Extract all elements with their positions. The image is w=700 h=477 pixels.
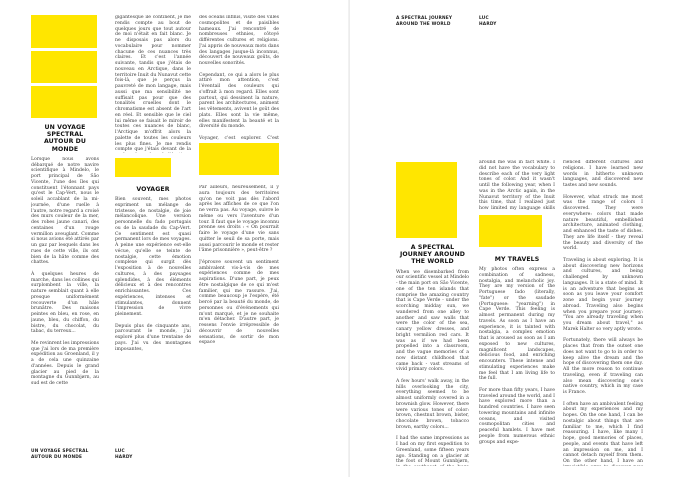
paragraph: I had the same impressions as I had on my first expedition to Greenland, some fifteen years ago. Standing on a glacier at the foot of Mount Gunnbjørn, bbox=[396, 436, 469, 465]
paragraph: Me revinrent les impressions que j'ai lors de ma première expédition au Groenland, il y a de cela une quinzaine d'années. Depuis le grand glacier au pied de la montagne du Gunnbjørn, au sud est de cette bbox=[31, 340, 99, 387]
paragraph: gigantesque île continent, je me rendis compte au bout de quelques jours que tout autour de moi n'était en fait blanc. Je ne disposais pas alors du vocabulaire pour nommer chacune de ces nuances très claires. Et c'est l'année suivante, tandis que j'étais de nouveau en Arctique, dans le territoire Inuit du Nunavut cette fois-là, que je perçus la pauvreté de mon langage, mais aussi que ma sensibilité ne suffisait pas pour que des tonalités cruelles dont le chromatisme est absent de l'art en réel. Et sensible que le ciel lui même se faisait le miroir de toutes ces nuances de blanc, l'Arctique m'offrit alors la palette de toutes les couleurs les plus fines. Je me rendis compte que j'étais devant de la bbox=[115, 15, 191, 153]
yellow-block-3 bbox=[31, 86, 97, 118]
paragraph: Par ailleurs, heureusement, il y aura toujours des territoires qu'on ne voit pas dès l'abord après les affiches de ce que l'on ne verra pas. Au voyage, suivre le même ou vers l'aventure d'un tour. Il faut que le voyage inconnu prenne ses droits : « On pourrait faire le voyage d'une vie sans quitter le seuil de sa porte, mais aussi parcourir le monde et rester l'âme prisonnière », peut-être ? bbox=[199, 185, 279, 254]
left-col1-heading: UN VOYAGE SPECTRAL AUTOUR DU MONDE bbox=[43, 124, 87, 153]
paragraph: However, what struck me most was the range of colors I discovered. They were everywhere: colors that made nature beautiful, embellished architecture, animated clothing, and enhanced the taste of dishes. They are life itself - they reveal the beauty and diversity of the world. bbox=[563, 194, 643, 252]
paragraph: Voyager, c'est explorer. C'est bbox=[199, 135, 279, 140]
header-author-line: HARDY bbox=[479, 21, 497, 27]
paragraph: Fortunately, there will always be places that from the outset one does not want to go to in order to keep alive the dream and the hope of discovering them one day. All the more reason to continue traveling, even if traveling can also mean discovering one's native country, which in my case is France. bbox=[563, 338, 643, 395]
paragraph: À quelques heures de marche, dans les collines qui surplombent la ville, la nature semblait quant à elle presque uniformément recouverte d'un hâle brunâtre. Des maisons peintes en bleu, en rose, en jaune, bleu, du chiffon, du bistre, du chocolat, du tabac, du terreux... bbox=[31, 271, 99, 335]
yellow-block-6 bbox=[396, 162, 457, 238]
yellow-block-2 bbox=[31, 51, 97, 83]
yellow-block-5 bbox=[199, 143, 279, 175]
left-footer-author bbox=[115, 449, 133, 460]
right-column-3 bbox=[563, 160, 643, 466]
left-column-2 bbox=[115, 15, 191, 153]
footer-author-line: HARDY bbox=[115, 454, 133, 460]
right-page bbox=[350, 0, 700, 477]
left-column-3 bbox=[199, 15, 279, 140]
footer-author-line: LUC bbox=[115, 449, 125, 454]
right-header-title bbox=[396, 16, 452, 27]
paragraph: A few hours' walk away, in the hills overlooking the city, everything seemed to be almost uniformly covered in a brownish glow. However, there were various tones of color: brown, chestnut brown, bister, chocolate brown, tobacco brown, earthy colors... bbox=[396, 378, 469, 430]
paragraph: des océans infinis, visité des villes cosmopolites et de paisibles hameaux. J'ai rencontré de nombreuses ethnies, côtoyé différentes cultures et religions. J'ai appris de nouveaux mots dans des langages jusque-là inconnus, découvert de nouveaux goûts, de nouvelles sonorités. bbox=[199, 15, 279, 66]
paragraph: J'éprouve souvent un sentiment ambivalent vis-à-vis de mes expériences comme de mes aspirations. D'une part, je peux être nostalgique de ce qui m'est familier, qui me rassure. J'ai, comme beaucoup je l'espère, été bercé par la beauté du monde, de personnes ou d'événements qui m'ont marqué, et je ne souhaite m'en détacher. D'autre part, je ressens l'envie irrépressible de découvrir de nouvelles sensations, de sortir de mon espace bbox=[199, 259, 279, 346]
paragraph: Traveling is about exploring. It is about discovering new horizons and cultures, and being challenged by unknown languages. It is a state of mind. It is an adventure that begins as soon as you leave your comfort zone and begin your journey abroad. Traveling also begins when you prepare your journey: "You are already traveling when you dream about travel," as Marek Halter so very aptly wrote. bbox=[563, 257, 643, 332]
right-column-2-lower bbox=[479, 256, 555, 466]
right-column-1 bbox=[396, 244, 469, 466]
header-title-line: AROUND THE WORLD bbox=[396, 21, 451, 27]
footer-title-line: AUTOUR DU MONDE bbox=[31, 454, 83, 460]
left-column-3-lower bbox=[199, 185, 279, 450]
paragraph: For more than fifty years, I have traveled around the world, and I have explored more than a hundred countries. I have seen towering mountains and infinite oceans, and visited cosmopolitan cities and peaceful hamlets. I have met people from numerous ethnic groups and expe- bbox=[479, 387, 555, 445]
paragraph: My photos often express a combination of sadness, nostalgia, and melancholic joy. They are my version of the Portuguese fado (literally, "fate") or the saudade (Portuguese: "yearning") in Cape Verde. This feeling is almost permanent during my travels. As soon as I have an experience, it is tainted with nostalgia, a complex emotion that is aroused as soon as I am exposed to new cultures, magnificent landscapes, delicious food, and enriching encounters. These intense and stimulating experiences make me feel that I am living life to the full. bbox=[479, 267, 555, 382]
paragraph: When we disembarked from our scientific vessel at Mindelo - the main port on São Vicente, one of the ten islands that comprise the amazing country that is Cape Verde - under the scorching midday sun, we wandered from one alley to another and saw walls that were the color of the sea, canary yellow dresses, and bright vermilion red cars. It was as if we had been propelled into a classroom, and the vague memories of a now distant childhood that came back - vast streams of vivid primary colors. bbox=[396, 269, 469, 373]
paragraph: I often have an ambivalent feeling about my experiences and my hopes. On the one hand, I can be nostalgic about things that are familiar to me, which I find reassuring. I have, like many I hope, good memories of places, people, and events that have left an impression on me, and I cannot detach myself from them. On the other hand, I have an bbox=[563, 401, 643, 464]
right-column-2 bbox=[479, 160, 555, 210]
paragraph: rienced different cultures and religions. I have learned new words in hitherto unknown languages, and discovered new tastes and new sounds. bbox=[563, 160, 643, 188]
paragraph: Cependant, ce qui a alors le plus attiré mon attention, c'est l'éventail des couleurs qui s'offrait à mon regard. Elles sont partout, qui dessinent la nature, parent les architectures, animent les vêtements, avivent le goût des plats. Elles sont la vie même, elles manifestent la beauté et la diversité du monde. bbox=[199, 72, 279, 130]
header-author-line: LUC bbox=[479, 16, 489, 21]
yellow-block-1 bbox=[31, 15, 97, 48]
footer-title-line: UN VOYAGE SPECTRAL bbox=[31, 449, 89, 454]
paragraph: Lorsque nous avons débarqué de notre navire scientifique à Mindelo, le port principal de São Vicente, l'une des îles qui constituent l'étonnant pays qu'est le Cap-Vert, nous le soleil accablant de la mi-journée, d'une ruelle à l'autre, notre regard a croisé des murs couleur de la mer, des robes jaune canari, des centaines d'un rouge vermillon aveuglant. Comme si nous avions été attirés par un gaz par lesquels dans les rues de cette ville, ils ont bien de la hâte comme des chattes. bbox=[31, 156, 99, 266]
left-column-1 bbox=[31, 124, 99, 446]
right-col1-heading: A SPECTRAL JOURNEY AROUND THE WORLD bbox=[400, 244, 465, 266]
yellow-block-7 bbox=[479, 215, 542, 247]
left-column-2-lower bbox=[115, 186, 191, 446]
header-title-line: A SPECTRAL JOURNEY bbox=[396, 16, 453, 21]
yellow-block-4 bbox=[115, 158, 171, 177]
travels-heading: MY TRAVELS bbox=[494, 256, 540, 263]
paragraph: around me was in fact white. I did not have the vocabulary to describe each of the very light tones of color. And it wasn't until the following year, when I was in the Arctic again, in the Nunavut territory of the Inuit this time, that I realized just how limited my language skills bbox=[479, 160, 555, 210]
voyager-heading: VOYAGER bbox=[136, 186, 170, 193]
left-footer-title bbox=[31, 449, 89, 460]
right-header-author bbox=[479, 16, 497, 27]
paragraph: Depuis plus de cinquante ans, parcourant le monde, j'ai exploré plus d'une trentaine de pays. J'ai vu des montagnes imposantes, bbox=[115, 323, 191, 352]
paragraph: Bien souvent, mes photos expriment un mélange de tristesse, de nostalgie, de joie mélancolique. Une version personnelle du fado portugais ou de la saudade du Cap-Vert. Ce sentiment est quasi permanent lors de mes voyages. À peine une expérience est-elle vécue, qu'elle se teinte de nostalgie, cette émotion complexe qui surgit dès l'exposition à de nouvelles cultures, à des paysages splendides, à des éléments délicieux et à des rencontres enrichissantes. Ces expériences, intenses et stimulantes, donnent l'impression de vivre pleinement. bbox=[115, 197, 191, 318]
